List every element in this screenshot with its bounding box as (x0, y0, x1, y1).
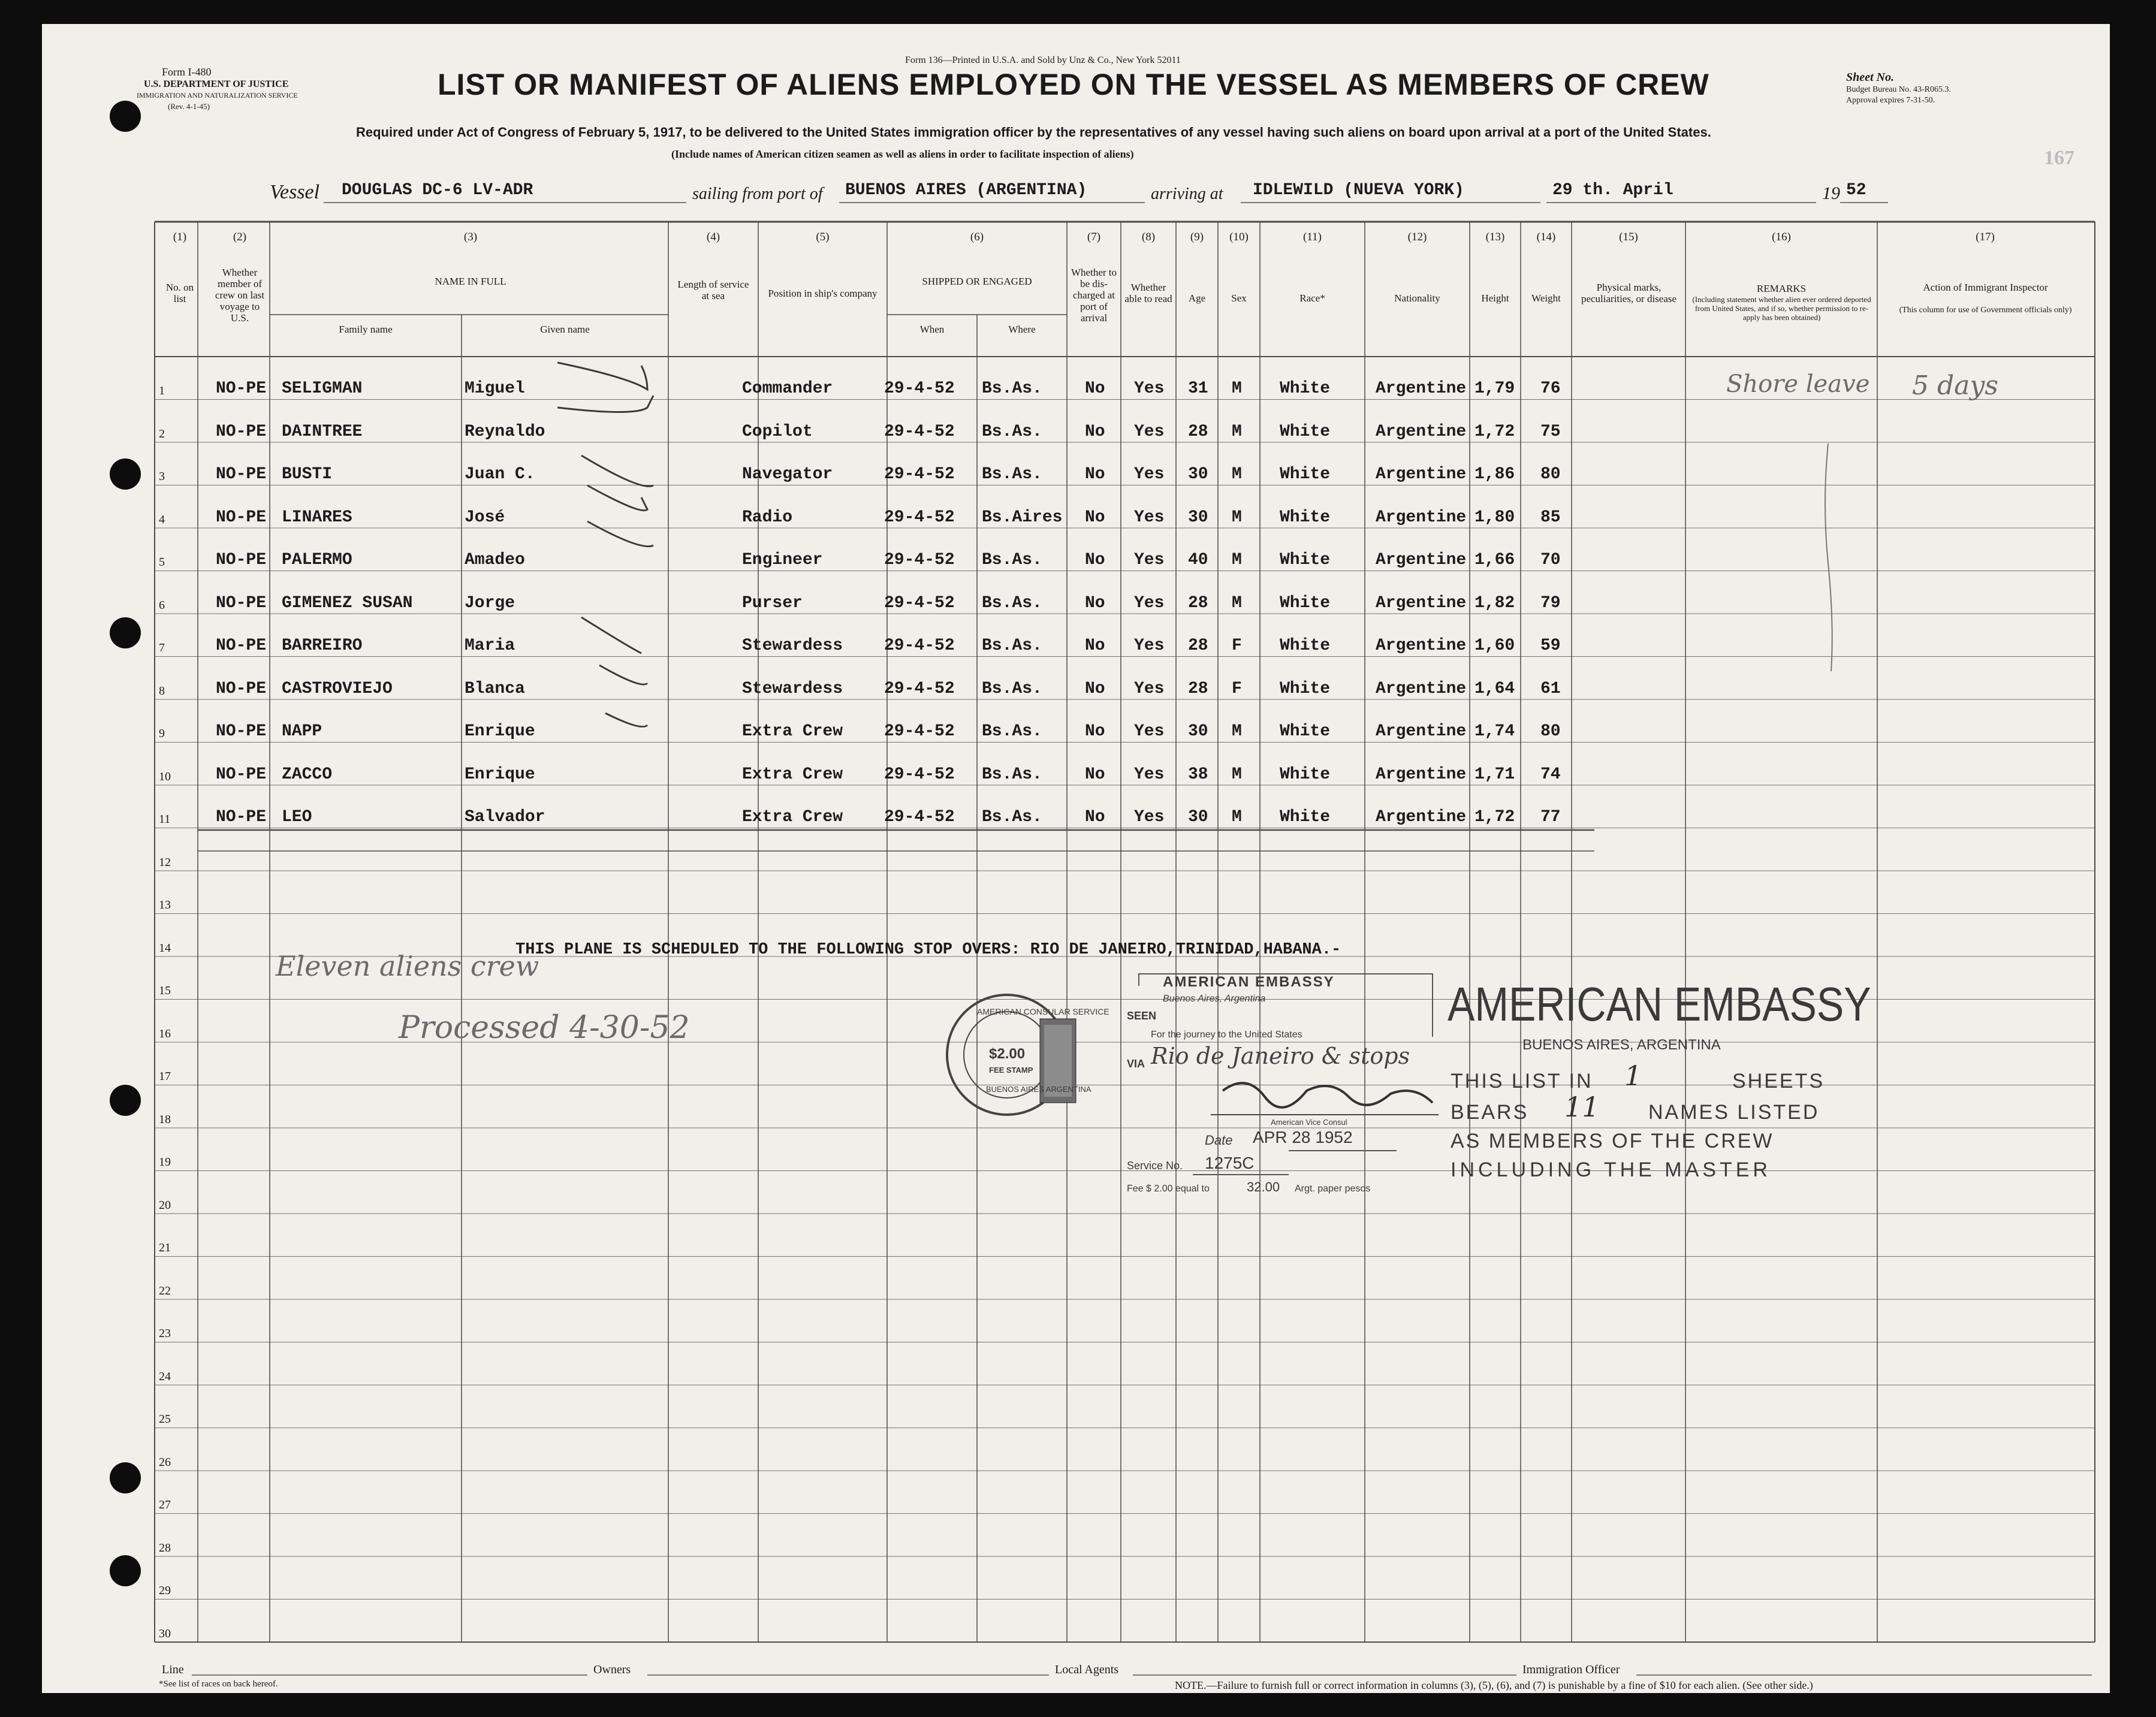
row-shipped-where: Bs.As. (982, 422, 1042, 441)
row-number: 15 (159, 984, 171, 997)
row-given-name: Juan C. (465, 465, 535, 484)
header-race: Race* (1299, 292, 1325, 304)
colnum-4: (4) (706, 231, 720, 243)
row-number: 1 (159, 384, 165, 397)
row-number: 12 (159, 855, 171, 869)
row-discharged: No (1085, 551, 1105, 569)
row-height: 1,71 (1474, 765, 1515, 784)
row-family-name: SELIGMAN (282, 379, 363, 398)
header-where: Where (1008, 324, 1036, 335)
visa-via-handwritten: Rio de Janeiro & stops (1151, 1043, 1410, 1069)
visa-date-label: Date (1205, 1133, 1233, 1148)
row-nationality: Argentine (1376, 593, 1467, 612)
colnum-5: (5) (816, 231, 830, 243)
footer-fine-note: NOTE.—Failure to furnish full or correct information in columns (3), (5), (6), and (7) is punishable by a fine of $10 for each alien. (See other side.) (1175, 1679, 1813, 1691)
header-weight: Weight (1531, 292, 1561, 304)
row-family-name: LINARES (282, 508, 352, 527)
row-height: 1,80 (1474, 508, 1515, 527)
row-given-name: Enrique (465, 765, 535, 784)
row-prev-voyage: NO-PE (216, 593, 267, 612)
row-height: 1,72 (1474, 808, 1515, 826)
footer-owners-label: Owners (593, 1663, 631, 1676)
row-family-name: PALERMO (282, 551, 352, 569)
row-nationality: Argentine (1376, 765, 1467, 784)
colnum-3: (3) (463, 231, 478, 243)
approval-expiry: Approval expires 7-31-50. (1846, 96, 1935, 105)
row-sex: M (1232, 508, 1242, 527)
row-prev-voyage: NO-PE (216, 808, 267, 826)
colnum-13: (13) (1485, 231, 1505, 243)
row-given-name: José (465, 508, 505, 527)
header-whether-member: Whether member of crew on last voyage to U.S. (215, 267, 265, 324)
subtitle-note: (Include names of American citizen seamen as well as aliens in order to facilitate inspection of aliens) (671, 148, 1134, 160)
row-sex: M (1232, 379, 1242, 398)
seal-ring-text: AMERICAN CONSULAR SERVICE (977, 1007, 1109, 1016)
embassy-sheets-word: SHEETS (1732, 1070, 1825, 1093)
arrival-label: arriving at (1151, 185, 1223, 203)
row-weight: 59 (1540, 636, 1561, 655)
row-position: Stewardess (742, 636, 843, 655)
row-nationality: Argentine (1376, 636, 1467, 655)
row-given-name: Maria (465, 636, 515, 655)
department: U.S. DEPARTMENT OF JUSTICE (144, 79, 289, 89)
budget-bureau: Budget Bureau No. 43-R065.3. (1846, 85, 1951, 94)
embassy-sheets-label: THIS LIST IN (1451, 1070, 1593, 1093)
row-weight: 85 (1540, 508, 1561, 527)
row-age: 28 (1188, 593, 1208, 612)
header-physical-marks: Physical marks, peculiarities, or disease (1581, 282, 1677, 304)
row-family-name: GIMENEZ SUSAN (282, 593, 413, 612)
row-discharged: No (1085, 465, 1105, 484)
row-prev-voyage: NO-PE (216, 508, 267, 527)
row-number: 7 (159, 641, 165, 654)
row-discharged: No (1085, 422, 1105, 441)
row-discharged: No (1085, 722, 1105, 741)
row-shipped-where: Bs.As. (982, 636, 1042, 655)
row-race: White (1280, 808, 1331, 826)
row-family-name: CASTROVIEJO (282, 679, 393, 698)
row-nationality: Argentine (1376, 551, 1467, 569)
printer-line: Form 136—Printed in U.S.A. and Sold by Unz & Co., New York 52011 (905, 55, 1181, 65)
header-when: When (919, 324, 945, 335)
row-given-name: Salvador (465, 808, 545, 826)
row-shipped-where: Bs.As. (982, 593, 1042, 612)
row-number: 3 (159, 470, 165, 483)
row-able-read: Yes (1134, 422, 1165, 441)
row-nationality: Argentine (1376, 722, 1467, 741)
row-shipped-when: 29-4-52 (884, 679, 955, 698)
row-nationality: Argentine (1376, 422, 1467, 441)
action-days: 5 days (1912, 370, 1998, 401)
row-nationality: Argentine (1376, 679, 1467, 698)
embassy-master-line: INCLUDING THE MASTER (1451, 1158, 1771, 1181)
row-number: 17 (159, 1070, 171, 1083)
row-shipped-where: Bs.As. (982, 551, 1042, 569)
colnum-16: (16) (1772, 231, 1791, 243)
row-height: 1,64 (1474, 679, 1515, 698)
header-action: Action of Immigrant Inspector (1923, 282, 2048, 293)
footer-officer-label: Immigration Officer (1522, 1663, 1620, 1676)
seal-fee-stamp: FEE STAMP (989, 1066, 1033, 1075)
row-family-name: BUSTI (282, 465, 333, 484)
row-number: 22 (159, 1284, 171, 1297)
seal-stamp-value: $2.00 (989, 1046, 1026, 1062)
manifest-sheet (42, 24, 2110, 1693)
visa-city: Buenos Aires, Argentina (1163, 994, 1266, 1004)
row-position: Radio (742, 508, 793, 527)
sheet-no: Sheet No. (1846, 71, 1894, 84)
row-sex: M (1232, 551, 1242, 569)
service: IMMIGRATION AND NATURALIZATION SERVICE (137, 91, 298, 99)
row-discharged: No (1085, 808, 1105, 826)
row-height: 1,79 (1474, 379, 1515, 398)
row-number: 5 (159, 556, 165, 569)
visa-fee: Fee $ 2.00 equal to (1127, 1184, 1210, 1194)
punch-hole (110, 1085, 141, 1116)
header-height: Height (1481, 292, 1509, 304)
port-value: BUENOS AIRES (ARGENTINA) (845, 181, 1087, 200)
row-discharged: No (1085, 765, 1105, 784)
row-weight: 76 (1540, 379, 1561, 398)
remark-shore-leave: Shore leave (1726, 370, 1870, 398)
row-shipped-when: 29-4-52 (884, 379, 955, 398)
row-age: 28 (1188, 422, 1208, 441)
row-shipped-when: 29-4-52 (884, 593, 955, 612)
row-age: 40 (1188, 551, 1208, 569)
row-race: White (1280, 722, 1331, 741)
revision: (Rev. 4-1-45) (168, 102, 210, 111)
row-given-name: Enrique (465, 722, 535, 741)
colnum-17: (17) (1976, 231, 1995, 243)
colnum-1: (1) (173, 231, 187, 243)
row-race: White (1280, 679, 1331, 698)
row-weight: 70 (1540, 551, 1561, 569)
row-sex: M (1232, 722, 1242, 741)
row-height: 1,86 (1474, 465, 1515, 484)
row-prev-voyage: NO-PE (216, 422, 267, 441)
row-age: 31 (1188, 379, 1208, 398)
vessel-value: DOUGLAS DC-6 LV-ADR (342, 181, 533, 200)
row-number: 18 (159, 1112, 171, 1126)
row-able-read: Yes (1134, 465, 1165, 484)
row-number: 27 (159, 1498, 171, 1511)
row-given-name: Reynaldo (465, 422, 545, 441)
colnum-7: (7) (1087, 231, 1101, 243)
row-shipped-where: Bs.As. (982, 765, 1042, 784)
row-height: 1,72 (1474, 422, 1515, 441)
page-title: LIST OR MANIFEST OF ALIENS EMPLOYED ON THE VESSEL AS MEMBERS OF CREW (438, 68, 1709, 101)
row-shipped-when: 29-4-52 (884, 422, 955, 441)
embassy-bears-label: BEARS (1451, 1101, 1529, 1124)
year-suffix: 52 (1846, 181, 1866, 200)
row-weight: 74 (1540, 765, 1561, 784)
row-able-read: Yes (1134, 765, 1165, 784)
row-position: Extra Crew (742, 808, 843, 826)
embassy-members-line: AS MEMBERS OF THE CREW (1451, 1130, 1774, 1152)
row-able-read: Yes (1134, 508, 1165, 527)
row-sex: F (1232, 636, 1242, 655)
visa-fee-amount: 32.00 (1247, 1179, 1280, 1194)
row-position: Commander (742, 379, 833, 398)
stopovers-note: THIS PLANE IS SCHEDULED TO THE FOLLOWING STOP OVERS: RIO DE JANEIRO,TRINIDAD,HABANA.- (515, 941, 1341, 959)
row-shipped-when: 29-4-52 (884, 808, 955, 826)
row-race: White (1280, 379, 1331, 398)
header-shipped: SHIPPED OR ENGAGED (922, 276, 1032, 287)
visa-service-label: Service No. (1127, 1160, 1183, 1172)
row-position: Engineer (742, 551, 823, 569)
punch-hole (110, 101, 141, 132)
row-position: Extra Crew (742, 765, 843, 784)
visa-seen: SEEN (1127, 1010, 1157, 1022)
row-given-name: Jorge (465, 593, 515, 612)
colnum-8: (8) (1141, 231, 1156, 243)
subtitle: Required under Act of Congress of February 5, 1917, to be delivered to the United States immigration officer by the representatives of any vessel having such aliens on board upon arrival at a port of the United States. (356, 125, 1711, 140)
row-number: 29 (159, 1584, 171, 1597)
footer-line-label: Line (162, 1663, 184, 1676)
row-able-read: Yes (1134, 679, 1165, 698)
row-number: 4 (159, 512, 165, 526)
row-sex: M (1232, 808, 1242, 826)
row-shipped-where: Bs.As. (982, 465, 1042, 484)
punch-hole (110, 458, 141, 490)
row-race: White (1280, 765, 1331, 784)
form-id: Form I-480 (162, 66, 212, 78)
vessel-label: Vessel (270, 181, 320, 203)
row-able-read: Yes (1134, 722, 1165, 741)
row-nationality: Argentine (1376, 808, 1467, 826)
embassy-stamp-city: BUENOS AIRES, ARGENTINA (1522, 1037, 1721, 1053)
row-sex: M (1232, 765, 1242, 784)
footer-rules (42, 24, 2110, 1693)
header-name-in-full: NAME IN FULL (435, 276, 506, 287)
row-number: 6 (159, 598, 165, 612)
row-sex: M (1232, 593, 1242, 612)
row-age: 30 (1188, 722, 1208, 741)
footer-races-note: *See list of races on back hereof. (159, 1679, 278, 1689)
embassy-sheets-count: 1 (1624, 1060, 1642, 1092)
row-able-read: Yes (1134, 379, 1165, 398)
year-prefix: 19 (1822, 183, 1840, 203)
row-discharged: No (1085, 508, 1105, 527)
row-nationality: Argentine (1376, 465, 1467, 484)
row-prev-voyage: NO-PE (216, 379, 267, 398)
colnum-12: (12) (1407, 231, 1427, 243)
row-sex: M (1232, 422, 1242, 441)
row-given-name: Miguel (465, 379, 525, 398)
row-given-name: Amadeo (465, 551, 525, 569)
colnum-10: (10) (1229, 231, 1249, 243)
row-number: 24 (159, 1369, 171, 1383)
header-discharged: Whether to be dis-charged at port of arrival (1071, 267, 1117, 324)
row-number: 8 (159, 684, 165, 698)
row-sex: M (1232, 465, 1242, 484)
colnum-14: (14) (1536, 231, 1556, 243)
row-number: 10 (159, 770, 171, 783)
visa-service-no: 1275C (1205, 1154, 1255, 1172)
handwritten-eleven-aliens: Eleven aliens crew (276, 950, 539, 982)
row-age: 28 (1188, 636, 1208, 655)
row-shipped-where: Bs.As. (982, 722, 1042, 741)
row-number: 9 (159, 727, 165, 740)
row-position: Extra Crew (742, 722, 843, 741)
row-number: 19 (159, 1155, 171, 1169)
row-number: 20 (159, 1198, 171, 1212)
row-number: 26 (159, 1455, 171, 1469)
colnum-15: (15) (1619, 231, 1638, 243)
header-sex: Sex (1231, 292, 1247, 304)
handwritten-processed: Processed 4-30-52 (399, 1010, 690, 1046)
row-age: 30 (1188, 808, 1208, 826)
row-number: 23 (159, 1327, 171, 1340)
row-race: White (1280, 551, 1331, 569)
punch-hole (110, 1462, 141, 1493)
header-remarks-note: (Including statement whether alien ever ordered deported from United States, and if so, whether permission to re-apply has been obtained) (1692, 295, 1871, 322)
row-family-name: ZACCO (282, 765, 333, 784)
row-age: 30 (1188, 465, 1208, 484)
row-race: White (1280, 422, 1331, 441)
embassy-names-listed: NAMES LISTED (1648, 1101, 1820, 1124)
punch-hole (110, 1555, 141, 1586)
row-position: Stewardess (742, 679, 843, 698)
row-prev-voyage: NO-PE (216, 465, 267, 484)
row-number: 14 (159, 941, 171, 955)
row-able-read: Yes (1134, 551, 1165, 569)
row-height: 1,66 (1474, 551, 1515, 569)
embassy-names-count: 11 (1564, 1091, 1600, 1123)
row-height: 1,74 (1474, 722, 1515, 741)
row-age: 38 (1188, 765, 1208, 784)
header-family-name: Family name (339, 324, 393, 335)
row-prev-voyage: NO-PE (216, 722, 267, 741)
visa-date: APR 28 1952 (1253, 1128, 1353, 1146)
row-shipped-when: 29-4-52 (884, 636, 955, 655)
header-no-on-list: No. on list (165, 282, 194, 304)
row-number: 25 (159, 1413, 171, 1426)
row-height: 1,82 (1474, 593, 1515, 612)
row-number: 11 (159, 813, 171, 826)
row-race: White (1280, 593, 1331, 612)
row-prev-voyage: NO-PE (216, 636, 267, 655)
row-weight: 75 (1540, 422, 1561, 441)
row-shipped-where: Bs.As. (982, 679, 1042, 698)
row-family-name: LEO (282, 808, 312, 826)
visa-via: VIA (1127, 1058, 1145, 1070)
row-shipped-when: 29-4-52 (884, 722, 955, 741)
row-able-read: Yes (1134, 808, 1165, 826)
row-family-name: NAPP (282, 722, 322, 741)
row-prev-voyage: NO-PE (216, 765, 267, 784)
colnum-2: (2) (233, 231, 247, 243)
row-able-read: Yes (1134, 593, 1165, 612)
row-nationality: Argentine (1376, 508, 1467, 527)
visa-consul: American Vice Consul (1271, 1118, 1347, 1127)
row-age: 30 (1188, 508, 1208, 527)
row-shipped-where: Bs.As. (982, 808, 1042, 826)
row-family-name: DAINTREE (282, 422, 363, 441)
visa-embassy: AMERICAN EMBASSY (1163, 974, 1335, 990)
row-family-name: BARREIRO (282, 636, 363, 655)
row-shipped-when: 29-4-52 (884, 551, 955, 569)
header-able-to-read: Whether able to read (1124, 282, 1172, 304)
row-discharged: No (1085, 636, 1105, 655)
row-prev-voyage: NO-PE (216, 551, 267, 569)
visa-fee-tail: Argt. paper pesos (1295, 1184, 1371, 1194)
row-weight: 80 (1540, 465, 1561, 484)
row-race: White (1280, 636, 1331, 655)
row-number: 13 (159, 898, 171, 912)
header-age: Age (1188, 292, 1206, 304)
row-weight: 61 (1540, 679, 1561, 698)
visa-journey: For the journey to the United States (1151, 1030, 1302, 1040)
row-shipped-where: Bs.As. (982, 379, 1042, 398)
punch-hole (110, 617, 141, 648)
header-position: Position in ship's company (768, 288, 878, 299)
page-mark: 167 (2044, 147, 2074, 169)
header-nationality: Nationality (1394, 292, 1440, 304)
colnum-6: (6) (970, 231, 984, 243)
row-race: White (1280, 465, 1331, 484)
header-length-of-service: Length of service at sea (677, 279, 749, 301)
row-number: 30 (159, 1627, 171, 1640)
seal-bottom-text: BUENOS AIRES ARGENTINA (986, 1085, 1091, 1094)
port-label: sailing from port of (692, 185, 823, 203)
row-weight: 79 (1540, 593, 1561, 612)
row-height: 1,60 (1474, 636, 1515, 655)
arrival-value: IDLEWILD (NUEVA YORK) (1253, 181, 1464, 200)
row-number: 16 (159, 1027, 171, 1040)
row-discharged: No (1085, 679, 1105, 698)
row-position: Purser (742, 593, 803, 612)
row-prev-voyage: NO-PE (216, 679, 267, 698)
colnum-11: (11) (1303, 231, 1322, 243)
row-shipped-when: 29-4-52 (884, 465, 955, 484)
row-weight: 77 (1540, 808, 1561, 826)
row-discharged: No (1085, 379, 1105, 398)
row-number: 21 (159, 1241, 171, 1254)
row-discharged: No (1085, 593, 1105, 612)
row-able-read: Yes (1134, 636, 1165, 655)
row-age: 28 (1188, 679, 1208, 698)
row-shipped-where: Bs.Aires (982, 508, 1063, 527)
row-given-name: Blanca (465, 679, 525, 698)
row-position: Copilot (742, 422, 813, 441)
embassy-stamp-title: AMERICAN EMBASSY (1448, 977, 1871, 1031)
row-shipped-when: 29-4-52 (884, 508, 955, 527)
row-race: White (1280, 508, 1331, 527)
header-action-note: (This column for use of Government officials only) (1899, 306, 2072, 315)
footer-agents-label: Local Agents (1055, 1663, 1119, 1676)
row-sex: F (1232, 679, 1242, 698)
row-weight: 80 (1540, 722, 1561, 741)
row-number: 28 (159, 1541, 171, 1555)
header-remarks: REMARKS (1756, 283, 1807, 294)
arrival-date: 29 th. April (1552, 181, 1673, 200)
colnum-9: (9) (1190, 231, 1204, 243)
header-given-name: Given name (540, 324, 590, 335)
row-nationality: Argentine (1376, 379, 1467, 398)
row-position: Navegator (742, 465, 833, 484)
row-shipped-when: 29-4-52 (884, 765, 955, 784)
row-number: 2 (159, 427, 165, 440)
